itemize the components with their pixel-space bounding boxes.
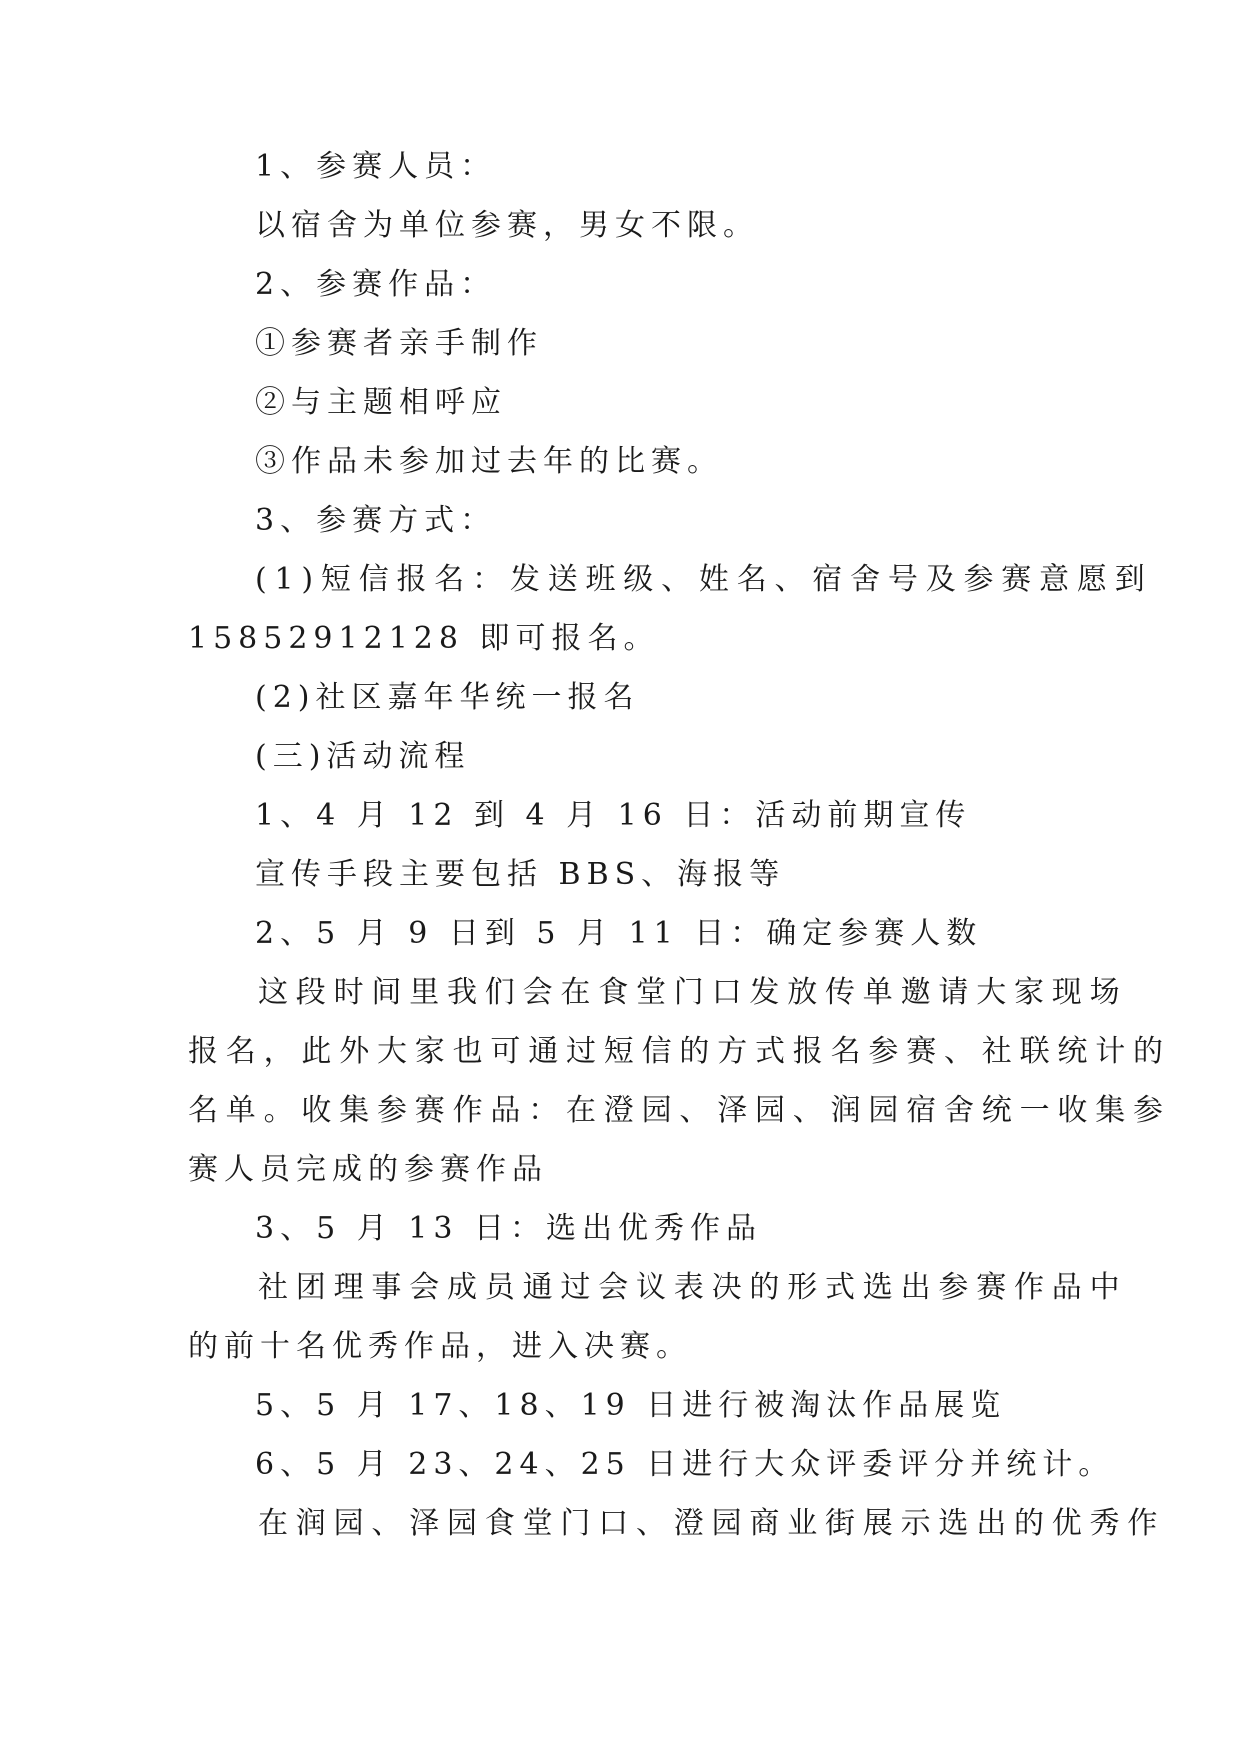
text-line-16: 报名，此外大家也可通过短信的方式报名参赛、社联统计的 — [188, 1034, 1171, 1069]
text-line-13: 宣传手段主要包括 BBS、海报等 — [255, 857, 786, 892]
text-line-21: 的前十名优秀作品，进入决赛。 — [188, 1329, 692, 1364]
text-line-19: 3、5 月 13 日：选出优秀作品 — [255, 1211, 762, 1246]
text-line-9: 15852912128 即可报名。 — [188, 621, 660, 656]
text-line-2: 以宿舍为单位参赛，男女不限。 — [255, 208, 759, 243]
text-line-18: 赛人员完成的参赛作品 — [188, 1152, 548, 1187]
text-line-23: 6、5 月 23、24、25 日进行大众评委评分并统计。 — [255, 1447, 1115, 1482]
text-line-3: 2、参赛作品： — [255, 267, 497, 302]
text-line-1: 1、参赛人员： — [255, 149, 497, 184]
text-line-15: 这段时间里我们会在食堂门口发放传单邀请大家现场 — [258, 975, 1128, 1010]
text-line-17: 名单。收集参赛作品：在澄园、泽园、润园宿舍统一收集参 — [188, 1093, 1171, 1128]
text-line-6: ③作品未参加过去年的比赛。 — [255, 444, 723, 479]
text-line-22: 5、5 月 17、18、19 日进行被淘汰作品展览 — [255, 1388, 1007, 1423]
text-line-11: (三)活动流程 — [255, 739, 471, 774]
text-line-24: 在润园、泽园食堂门口、澄园商业街展示选出的优秀作 — [258, 1506, 1166, 1541]
text-line-10: (2)社区嘉年华统一报名 — [255, 680, 640, 715]
text-line-20: 社团理事会成员通过会议表决的形式选出参赛作品中 — [258, 1270, 1128, 1305]
text-line-5: ②与主题相呼应 — [255, 385, 507, 420]
text-line-12: 1、4 月 12 到 4 月 16 日：活动前期宣传 — [255, 798, 972, 833]
text-line-7: 3、参赛方式： — [255, 503, 497, 538]
text-line-4: ①参赛者亲手制作 — [255, 326, 543, 361]
text-line-8: (1)短信报名：发送班级、姓名、宿舍号及参赛意愿到 — [255, 562, 1153, 597]
text-line-14: 2、5 月 9 日到 5 月 11 日：确定参赛人数 — [255, 916, 983, 951]
